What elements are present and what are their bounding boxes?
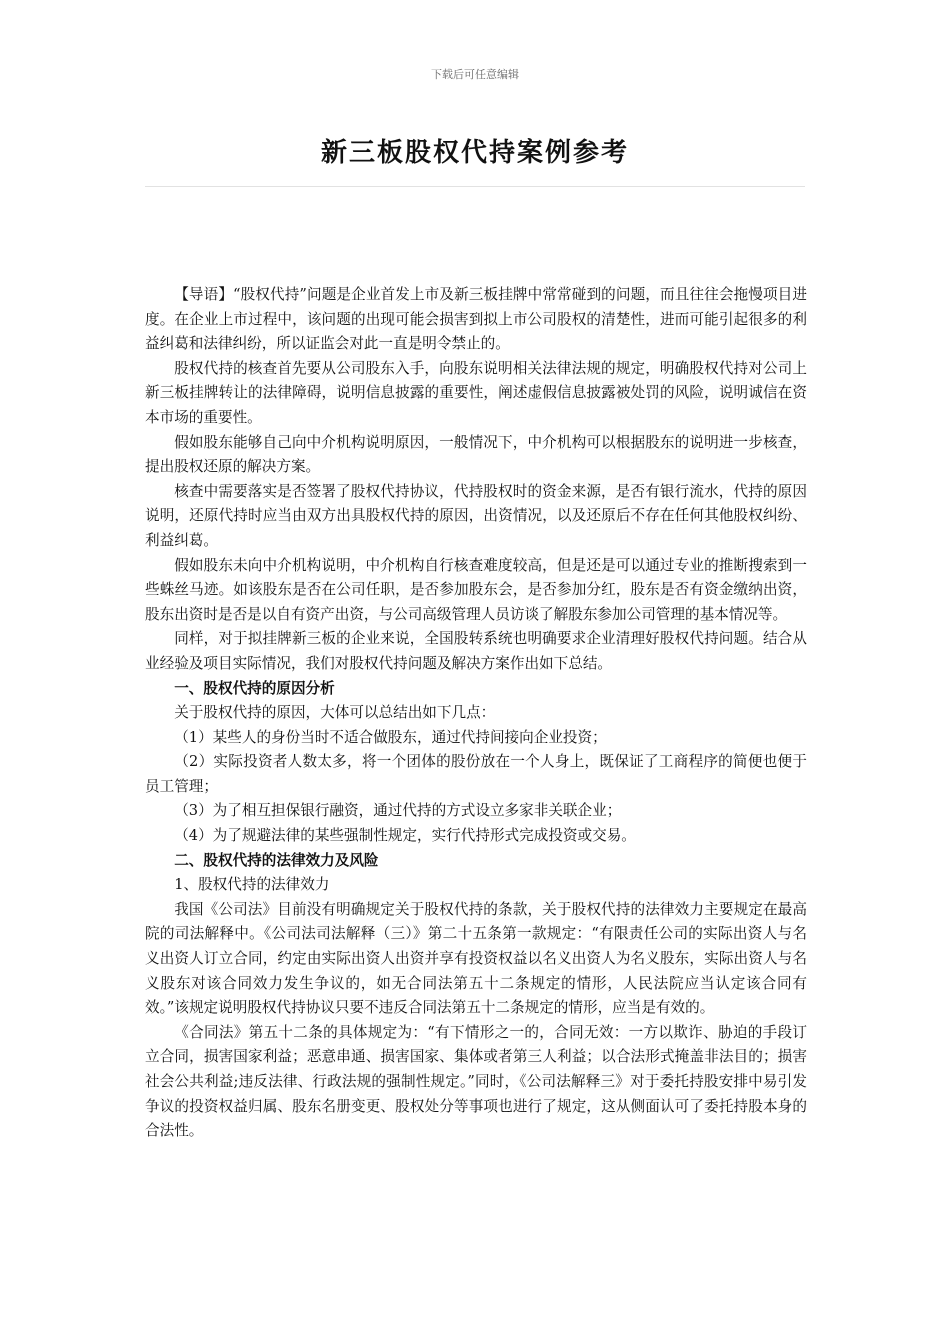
list-item: （4）为了规避法律的某些强制性规定，实行代持形式完成投资或交易。 (174, 827, 636, 845)
section-heading-1: 一、股权代持的原因分析 (174, 679, 335, 697)
list-item: （2）实际投资者人数太多，将一个团体的股份放在一个人身上，既保证了工商程序的简便也便于员工管理； (145, 753, 807, 795)
title-divider (145, 186, 805, 187)
paragraph: 关于股权代持的原因，大体可以总结出如下几点： (174, 704, 496, 722)
page-header-note: 下载后可任意编辑 (431, 68, 519, 81)
paragraph-intro: 【导语】“股权代持”问题是企业首发上市及新三板挂牌中常常碰到的问题，而且往往会拖慢项目进度。在企业上市过程中，该问题的出现可能会损害到拟上市公司股权的清楚性，进而可能引起很多的利益纠葛和法律纠纷，所以证监会对此一直是明令禁止的。 (145, 286, 807, 353)
paragraph: 我国《公司法》目前没有明确规定关于股权代持的条款，关于股权代持的法律效力主要规定在最高院的司法解释中。《公司法司法解释（三）》第二十五条第一款规定：“有限责任公司的实际出资人与名义出资人订立合同，约定由实际出资人出资并享有投资权益以名义出资人为名义股东，实际出资人与名义股东对该合同效力发生争议的，如无合同法第五十二条规定的情形，人民法院应当认定该合同有效。”该规定说明股权代持协议只要不违反合同法第五十二条规定的情形，应当是有效的。 (145, 900, 807, 1017)
paragraph: 同样，对于拟挂牌新三板的企业来说，全国股转系统也明确要求企业清理好股权代持问题。结合从业经验及项目实际情况，我们对股权代持问题及解决方案作出如下总结。 (145, 630, 807, 672)
paragraph: 假如股东未向中介机构说明，中介机构自行核查难度较高，但是还是可以通过专业的推断搜索到一些蛛丝马迹。如该股东是否在公司任职，是否参加股东会，是否参加分红，股东是否有资金缴纳出资，股东出资时是否是以自有资产出资，与公司高级管理人员访谈了解股东参加公司管理的基本情况等。 (145, 556, 807, 623)
section-heading-2: 二、股权代持的法律效力及风险 (174, 851, 379, 869)
paragraph: 假如股东能够自己向中介机构说明原因，一般情况下，中介机构可以根据股东的说明进一步核查，提出股权还原的解决方案。 (145, 433, 807, 476)
paragraph: 核查中需要落实是否签署了股权代持协议，代持股权时的资金来源，是否有银行流水，代持的原因说明，还原代持时应当由双方出具股权代持的原因，出资情况，以及还原后不存在任何其他股权纠纷、利益纠葛。 (145, 482, 807, 549)
document-body (145, 283, 807, 1144)
paragraph: 股权代持的核查首先要从公司股东入手，向股东说明相关法律法规的规定，明确股权代持对公司上新三板挂牌转让的法律障碍，说明信息披露的重要性，阐述虚假信息披露被处罚的风险，说明诚信在资本市场的重要性。 (145, 359, 807, 426)
list-item: （3）为了相互担保银行融资，通过代持的方式设立多家非关联企业； (174, 802, 622, 820)
list-item: （1）某些人的身份当时不适合做股东，通过代持间接向企业投资； (174, 728, 607, 746)
paragraph: 《合同法》第五十二条的具体规定为：“有下情形之一的，合同无效：一方以欺诈、胁迫的手段订立合同，损害国家利益；恶意串通、损害国家、集体或者第三人利益；以合法形式掩盖非法目的；损害社会公共利益;违反法律、行政法规的强制性规定。”同时，《公司法解释三》对于委托持股安排中易引发争议的投资权益归属、股东名册变更、股权处分等事项也进行了规定，这从侧面认可了委托持股本身的合法性。 (145, 1023, 807, 1140)
subsection-heading: 1、股权代持的法律效力 (174, 876, 330, 894)
document-title: 新三板股权代持案例参考 (320, 138, 629, 168)
